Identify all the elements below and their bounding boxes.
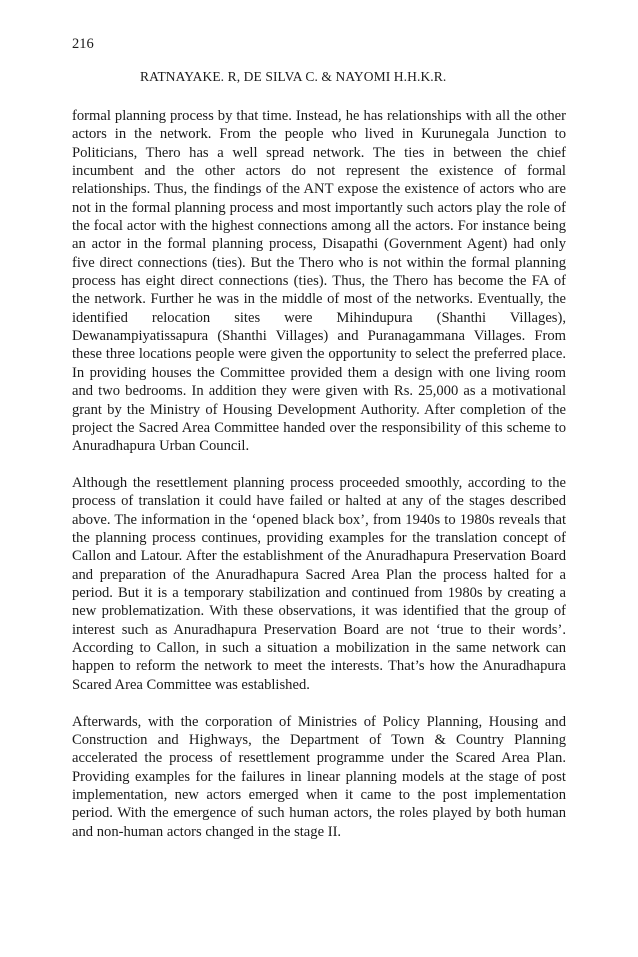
body-text bbox=[72, 107, 566, 841]
paragraph-2: Although the resettlement planning process proceeded smoothly, according to the process of translation it could have failed or halted at any of the stages described above. The information in the ‘opened black box’, from 1940s to 1980s reveals that the planning process continues, providing examples for the translation concept of Callon and Latour. After the establishment of the Anuradhapura Preservation Board and preparation of the Anuradhapura Sacred Area Plan the process halted for a period. But it is a temporary stabilization and continued from 1980s by creating a new problematization. With these observations, it was identified that the group of interest such as Anuradhapura Preservation Board are not ‘true to their words’. According to Callon, in such a situation a mobilization in the same network can happen to reform the network to meet the interests. That’s how the Anuradhapura Scared Area Committee was established. bbox=[72, 475, 566, 693]
paragraph-3: Afterwards, with the corporation of Ministries of Policy Planning, Housing and Construction and Highways, the Department of Town & Country Planning accelerated the process of resettlement programme under the Scared Area Plan. Providing examples for the failures in linear planning models at the stage of post implementation, new actors emerged when it came to the post implementation period. With the emergence of such human actors, the roles played by both human and non-human actors changed in the stage II. bbox=[72, 713, 566, 840]
page-number: 216 bbox=[72, 36, 94, 52]
running-head: RATNAYAKE. R, DE SILVA C. & NAYOMI H.H.K.R. bbox=[140, 69, 447, 84]
paragraph-1: formal planning process by that time. Instead, he has relationships with all the other actors in the network. From the people who lived in Kurunegala Junction to Politicians, Thero has a well spread network. The ties in between the chief incumbent and the other actors do not represent the existence of formal relationships. Thus, the findings of the ANT expose the existence of actors who are not in the formal planning process and most importantly such actors play the role of the focal actor with the highest connections among all the actors. For instance being an actor in the formal planning process, Disapathi (Government Agent) had only five direct connections (ties). But the Thero who is not within the formal planning process has eight direct connections (ties). Thus, the Thero has become the FA of the network. Further he was in the middle of most of the networks. Eventually, the identified relocation sites were Mihindupura (Shanthi Villages), Dewanampiyatissapura (Shanthi Villages) and Puranagammana Villages. From these three locations people were given the opportunity to select the preferred place. In providing houses the Committee provided them a design with one living room and two bedrooms. In addition they were given with Rs. 25,000 as a motivational grant by the Ministry of Housing Development Authority. After completion of the project the Sacred Area Committee handed over the responsibility of this scheme to Anuradhapura Urban Council. bbox=[72, 108, 566, 455]
